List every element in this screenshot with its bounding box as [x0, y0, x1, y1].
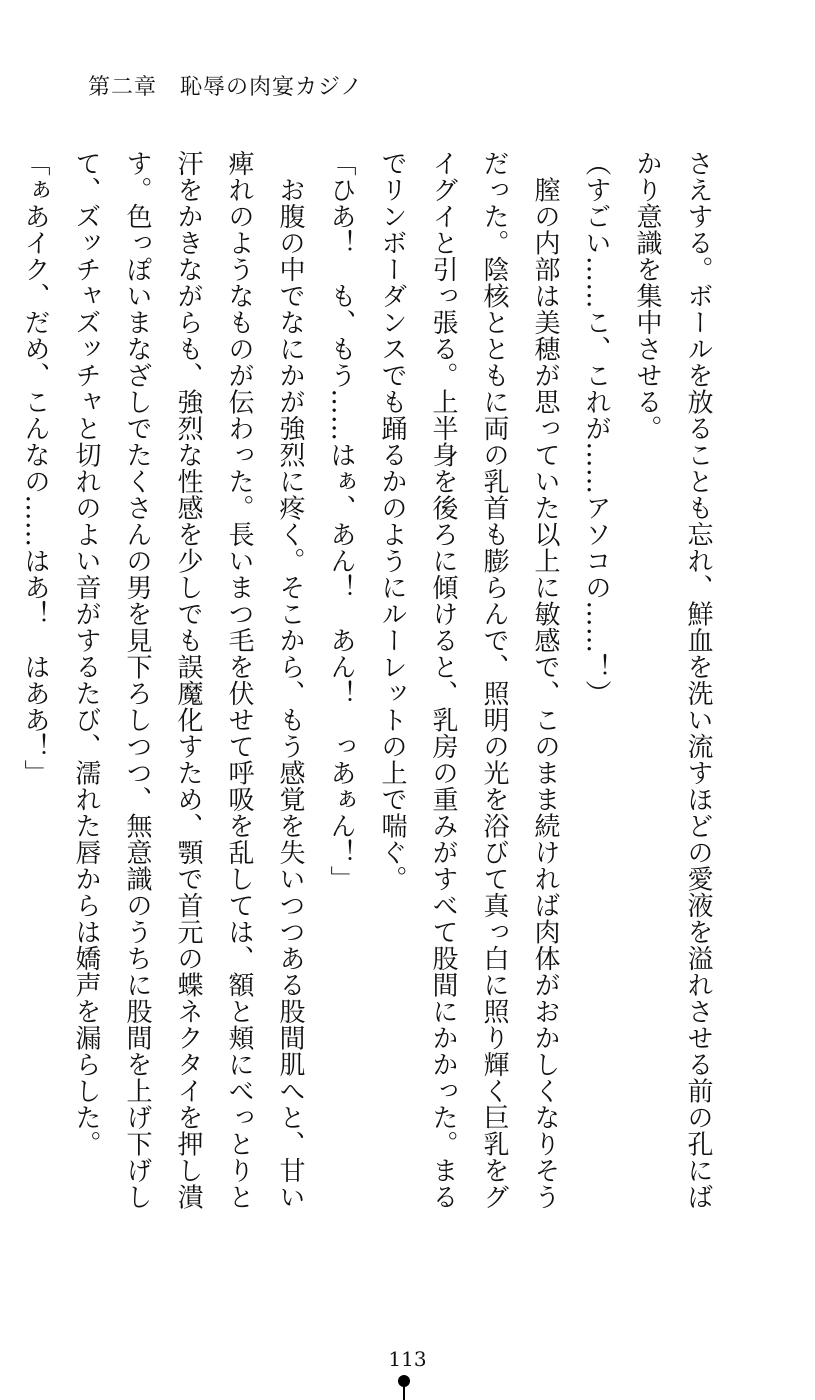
- text-line: お腹の中でなにかが強烈に疼く。そこから、もう感覚を失いつつある股間肌へと、甘い: [275, 150, 305, 1210]
- body-text: [0, 150, 723, 1230]
- text-line: イグイと引っ張る。上半身を後ろに傾けると、乳房の重みがすべて股間にかかった。まる: [428, 150, 458, 1210]
- text-line: 汗をかきながらも、強烈な性感を少しでも誤魔化すため、顎で首元の蝶ネクタイを押し潰: [173, 150, 203, 1210]
- text-line: す。色っぽいまなざしでたくさんの男を見下ろしつつ、無意識のうちに股間を上げ下げし: [122, 150, 152, 1210]
- text-line: でリンボーダンスでも踊るかのようにルーレットの上で喘ぐ。: [377, 150, 407, 892]
- text-line: 痺れのようなものが伝わった。長いまつ毛を伏せて呼吸を乱しては、額と頬にべっとりと: [224, 150, 254, 1210]
- text-line: かり意識を集中させる。: [632, 150, 662, 442]
- text-line: [0, 150, 9, 1230]
- page-marker-stem: [403, 1386, 405, 1400]
- text-line: 「ひあ！ も、もう……はぁ、あん！ あん！ っあぁん！」: [326, 150, 356, 892]
- text-line: 「ぁあイク、だめ、こんなの……はあ！ はああ！」: [20, 150, 50, 786]
- text-line: さえする。ボールを放ることも忘れ、鮮血を洗い流すほどの愛液を溢れさせる前の孔にば: [683, 150, 713, 1210]
- text-line: だった。陰核とともに両の乳首も膨らんで、照明の光を浴びて真っ白に照り輝く巨乳をグ: [479, 150, 509, 1210]
- text-line: （すごい……こ、これが……アソコの……！）: [581, 150, 611, 707]
- text-line: て、ズッチャズッチャと切れのよい音がするたび、濡れた唇からは嬌声を漏らした。: [71, 150, 101, 1157]
- text-line: 膣の内部は美穂が思っていた以上に敏感で、このまま続ければ肉体がおかしくなりそう: [530, 150, 560, 1210]
- page-number: 113: [388, 1347, 427, 1371]
- running-head: 第二章 恥辱の肉宴カジノ: [88, 75, 364, 100]
